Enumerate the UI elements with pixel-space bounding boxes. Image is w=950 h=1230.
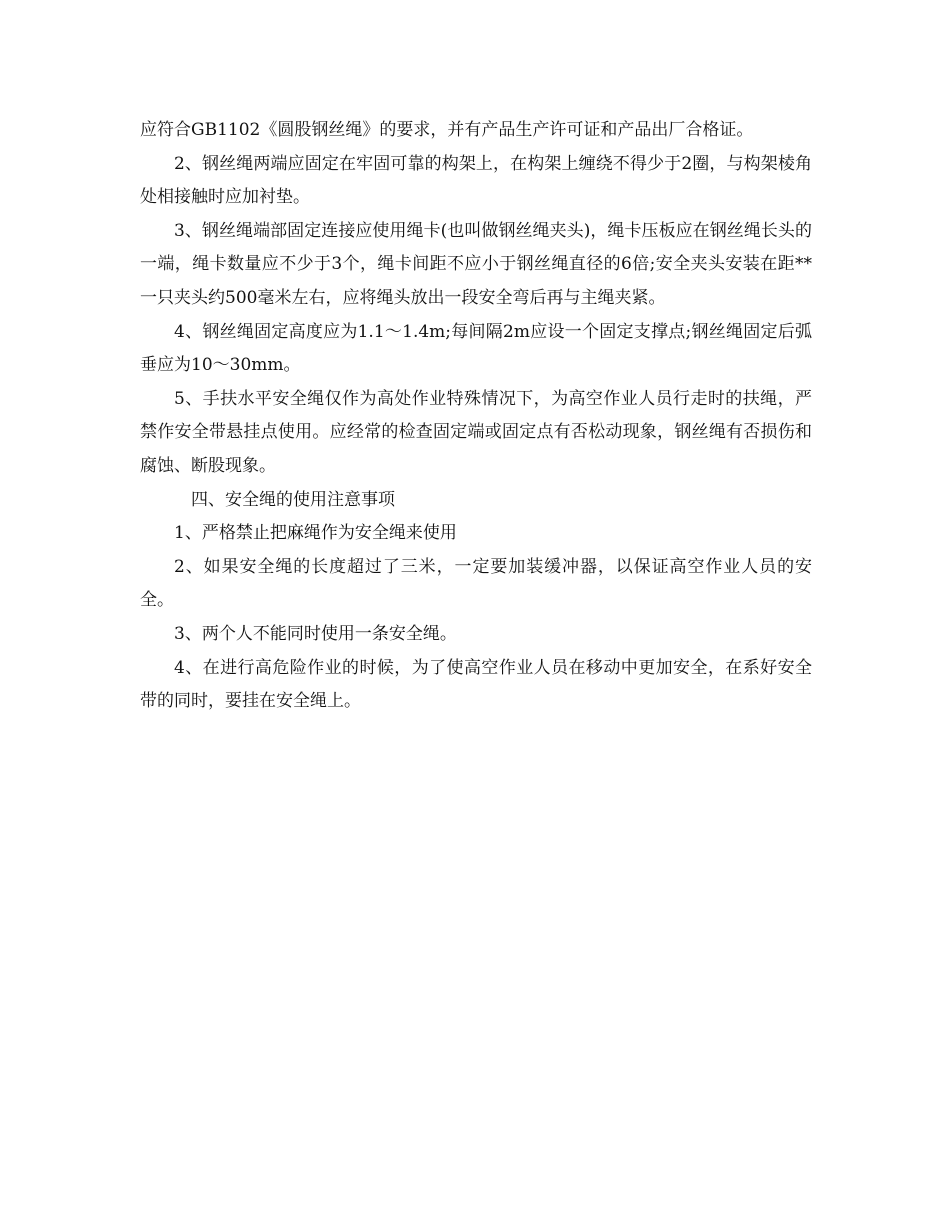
- paragraph-item-4: 4、钢丝绳固定高度应为1.1～1.4m;每间隔2m应设一个固定支撑点;钢丝绳固定后弧垂应为10～30mm。: [140, 321, 812, 376]
- section-item-1: 1、严格禁止把麻绳作为安全绳来使用: [174, 523, 457, 544]
- document-body: [140, 114, 812, 719]
- section-heading: 四、安全绳的使用注意事项: [191, 489, 395, 510]
- paragraph-item-3: 3、钢丝绳端部固定连接应使用绳卡(也叫做钢丝绳夹头)，绳卡压板应在钢丝绳长头的一端，绳卡数量应不少于3个，绳卡间距不应小于钢丝绳直径的6倍;安全夹头安装在距**一只夹头约500毫米左右，应将绳头放出一段安全弯后再与主绳夹紧。: [140, 220, 812, 308]
- paragraph-item-2: 2、钢丝绳两端应固定在牢固可靠的构架上，在构架上缠绕不得少于2圈，与构架棱角处相接触时应加衬垫。: [140, 153, 812, 208]
- paragraph-continuation: 应符合GB1102《圆股钢丝绳》的要求，并有产品生产许可证和产品出厂合格证。: [140, 120, 754, 140]
- section-item-2: 2、如果安全绳的长度超过了三米，一定要加装缓冲器，以保证高空作业人员的安全。: [140, 556, 812, 611]
- section-item-3: 3、两个人不能同时使用一条安全绳。: [174, 623, 457, 644]
- section-item-4: 4、在进行高危险作业的时候，为了使高空作业人员在移动中更加安全，在系好安全带的同时，要挂在安全绳上。: [140, 657, 812, 712]
- paragraph-item-5: 5、手扶水平安全绳仅作为高处作业特殊情况下，为高空作业人员行走时的扶绳，严禁作安全带悬挂点使用。应经常的检查固定端或固定点有否松动现象，钢丝绳有否损伤和腐蚀、断股现象。: [140, 388, 812, 476]
